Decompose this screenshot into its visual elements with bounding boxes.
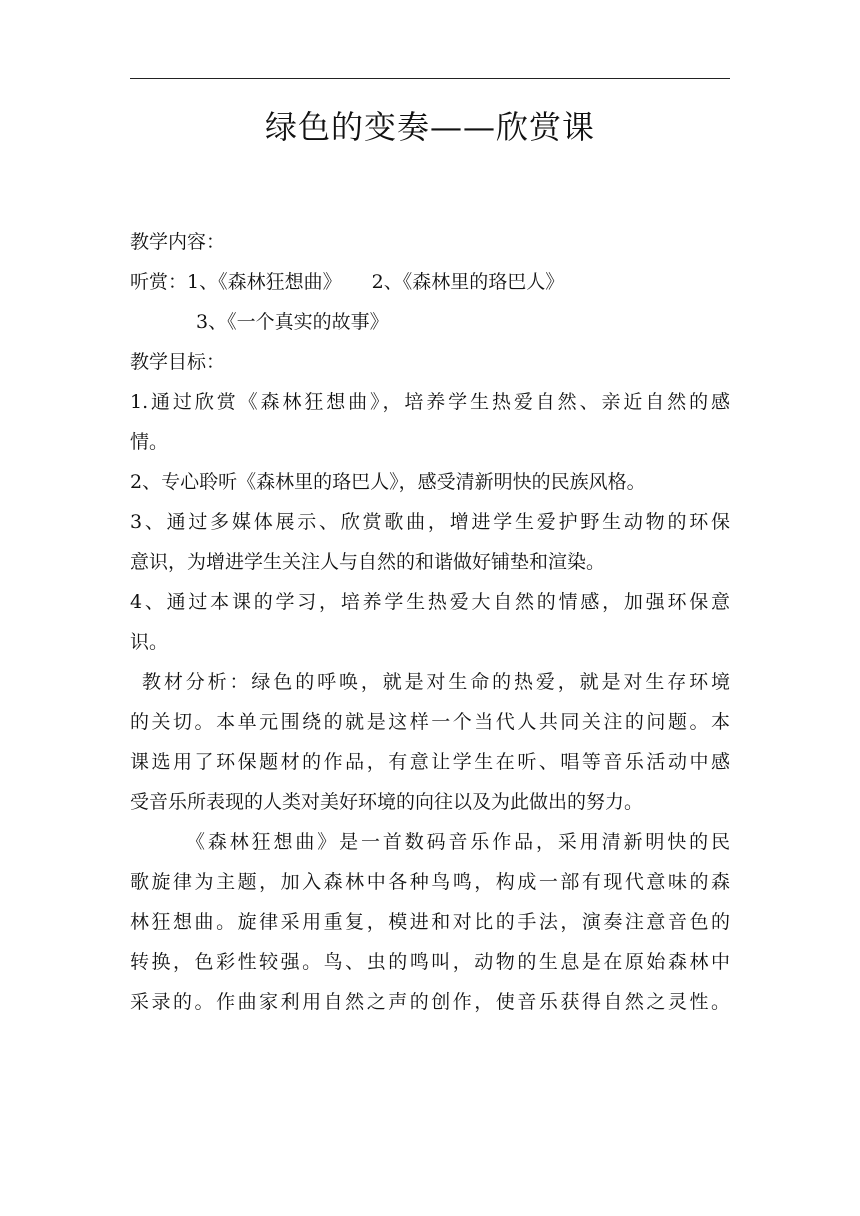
listening-line — [130, 262, 730, 302]
goal-1-line-1: 1.通过欣赏《森林狂想曲》，培养学生热爱自然、亲近自然的感 — [130, 391, 730, 413]
description-line-2: 歌旋律为主题，加入森林中各种鸟鸣，构成一部有现代意味的森 — [130, 871, 730, 893]
goal-1-line-2: 情。 — [130, 431, 169, 453]
analysis-line-3: 课选用了环保题材的作品，有意让学生在听、唱等音乐活动中感 — [130, 751, 730, 773]
goals-heading: 教学目标： — [130, 351, 226, 373]
description-line-5: 采录的。作曲家利用自然之声的创作，使音乐获得自然之灵性。 — [130, 991, 730, 1013]
listening-label: 听赏： — [130, 271, 188, 293]
goal-3-line-2: 意识，为增进学生关注人与自然的和谐做好铺垫和渲染。 — [130, 551, 606, 573]
document-body — [130, 222, 730, 1022]
description-line-3: 林狂想曲。旋律采用重复，模进和对比的手法，演奏注意音色的 — [130, 911, 730, 933]
analysis-line-2: 的关切。本单元围绕的就是这样一个当代人共同关注的问题。本 — [130, 711, 730, 733]
description-line-1: 《森林狂想曲》是一首数码音乐作品，采用清新明快的民 — [186, 831, 730, 853]
goal-2: 2、专心聆听《森林里的珞巴人》，感受清新明快的民族风格。 — [130, 471, 646, 493]
goal-4-line-1: 4、通过本课的学习，培养学生热爱大自然的情感，加强环保意 — [130, 591, 730, 613]
listening-item-3: 3、《一个真实的故事》 — [196, 311, 389, 333]
content-heading: 教学内容： — [130, 231, 226, 253]
listening-item-1: 1、《森林狂想曲》 — [187, 271, 342, 293]
goal-4-line-2: 识。 — [130, 631, 169, 653]
goal-3-line-1: 3、通过多媒体展示、欣赏歌曲，增进学生爱护野生动物的环保 — [130, 511, 730, 533]
listening-item-2: 2、《森林里的珞巴人》 — [371, 271, 565, 293]
document-title: 绿色的变奏——欣赏课 — [264, 108, 595, 146]
analysis-line-1: 教材分析：绿色的呼唤，就是对生命的热爱，就是对生存环境 — [142, 671, 730, 693]
analysis-line-4: 受音乐所表现的人类对美好环境的向往以及为此做出的努力。 — [130, 791, 644, 813]
header-rule — [130, 78, 730, 79]
description-line-4: 转换，色彩性较强。鸟、虫的鸣叫，动物的生息是在原始森林中 — [130, 951, 730, 973]
